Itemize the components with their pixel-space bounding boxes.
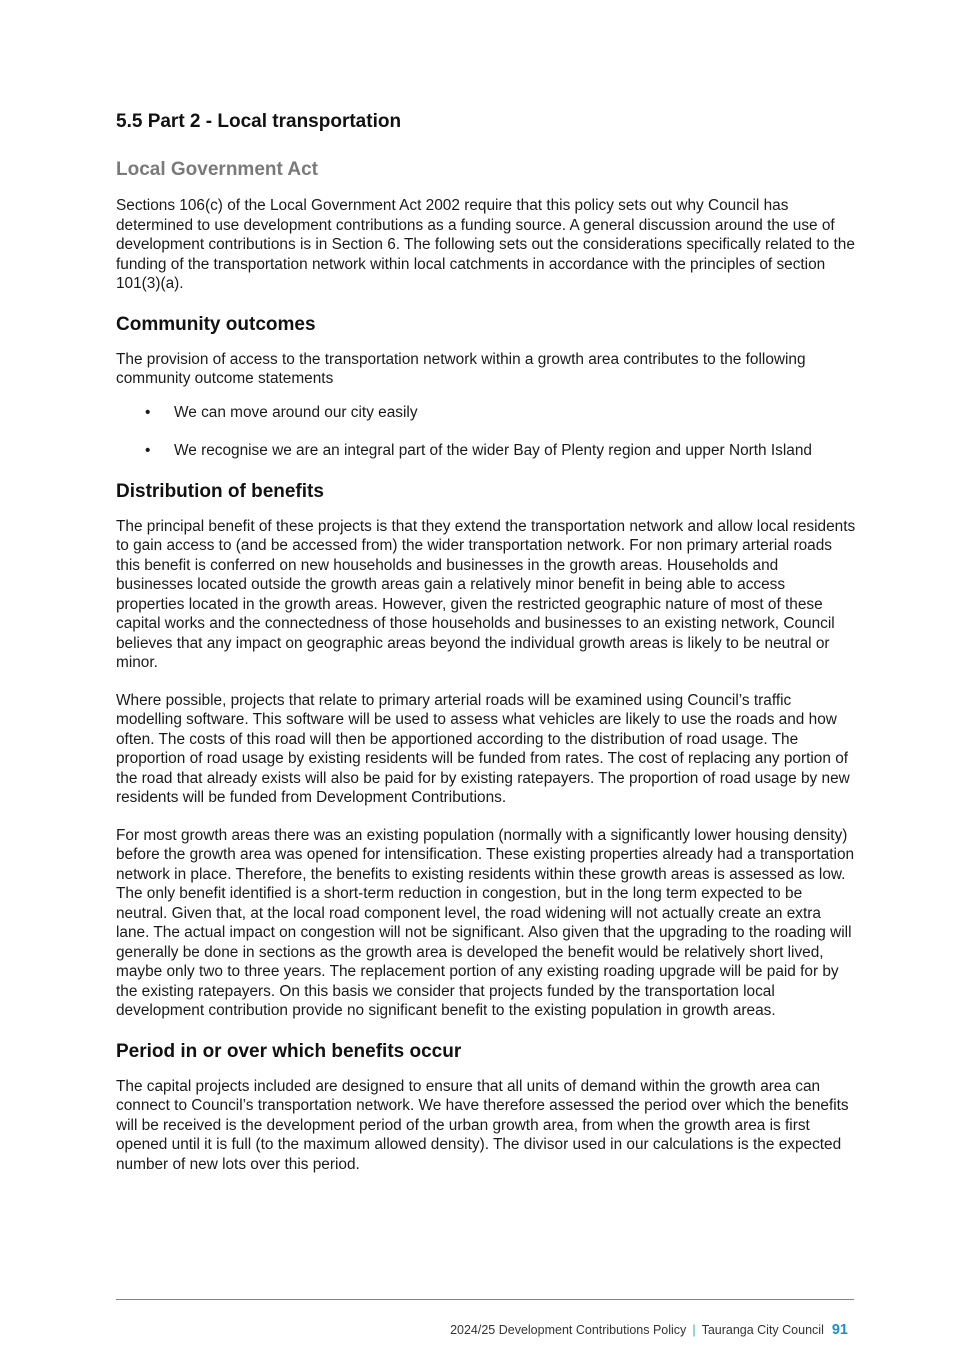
distribution-heading: Distribution of benefits	[116, 480, 324, 502]
list-item	[116, 403, 856, 423]
list-item-text: We recognise we are an integral part of the wider Bay of Plenty region and upper North Island	[174, 441, 812, 459]
lga-heading: Local Government Act	[116, 159, 319, 180]
section-title: 5.5 Part 2 - Local transportation	[116, 111, 402, 132]
period-heading: Period in or over which benefits occur	[116, 1040, 462, 1062]
bullet-icon: •	[145, 441, 151, 459]
page-number: 91	[831, 1322, 848, 1338]
footer-org: Tauranga City Council	[701, 1323, 824, 1337]
document-page	[116, 108, 856, 1192]
community-outcomes-paragraph: The provision of access to the transportation network within a growth area contributes to the following community outcome statements	[116, 350, 806, 387]
footer-doc-title: 2024/25 Development Contributions Policy	[450, 1323, 687, 1337]
bullet-icon: •	[145, 403, 151, 421]
distribution-paragraph-2: Where possible, projects that relate to primary arterial roads will be examined using Council’s traffic modelling software. This software will be used to assess what vehicles are likely to use the roads and how often. The costs of this road will then be apportioned according to the distribution of road usage. The proportion of road usage by existing residents will be funded from rates. The cost of replacing any portion of the road that already exists will also be paid for by existing ratepayers. The proportion of road usage by new residents will be funded from Development Contributions.	[116, 691, 850, 806]
period-paragraph: The capital projects included are designed to ensure that all units of demand within the growth area can connect to Council’s transportation network. We have therefore assessed the period over which the benefits will be received is the development period of the urban growth area, from when the growth area is first opened until it is full (to the maximum allowed density). The divisor used in our calculations is the expected number of new lots over this period.	[116, 1077, 849, 1173]
list-item	[116, 441, 856, 461]
distribution-paragraph-3: For most growth areas there was an existing population (normally with a significantly lower housing density) before the growth area was opened for intensification. These existing properties already had a transportation network in place. Therefore, the benefits to existing residents within these growth areas is assessed as low. The only benefit identified is a short-term reduction in congestion, but in the long term expected to be neutral. Given that, at the local road component level, the road widening will not actually create an extra lane. The actual impact on congestion will not be significant. Also given that the upgrading to the roading will generally be done in sections as the growth area is developed the benefit would be relatively short lived, maybe only two to three years. The replacement portion of any existing roading upgrade will be paid for by the existing ratepayers. On this basis we consider that projects funded by the transportation local development contribution provide no significant benefit to the existing population in growth areas.	[116, 826, 855, 1019]
page-footer	[450, 1322, 848, 1338]
list-item-text: We can move around our city easily	[174, 403, 418, 421]
community-outcomes-heading: Community outcomes	[116, 313, 316, 335]
lga-paragraph: Sections 106(c) of the Local Government Act 2002 require that this policy sets out why Council has determined to use development contributions as a funding source. A general discussion around the use of development contributions is in Section 6. The following sets out the considerations specifically related to the funding of the transportation network within local catchments in accordance with the principles of section 101(3)(a).	[116, 197, 855, 292]
footer-divider	[116, 1299, 854, 1300]
distribution-paragraph-1: The principal benefit of these projects is that they extend the transportation network and allow local residents to gain access to (and be accessed from) the wider transportation network. For non primary arterial roads this benefit is conferred on new households and businesses in the growth areas. Households and businesses located outside the growth areas gain a relatively minor benefit in being able to access properties located in the growth areas. However, given the restricted geographic nature of most of these capital works and the connectedness of those households and businesses to an existing network, Council believes that any impact on geographic areas beyond the individual growth areas is likely to be neutral or minor.	[116, 517, 856, 671]
footer-separator: |	[692, 1323, 696, 1337]
community-outcomes-list	[116, 403, 856, 461]
